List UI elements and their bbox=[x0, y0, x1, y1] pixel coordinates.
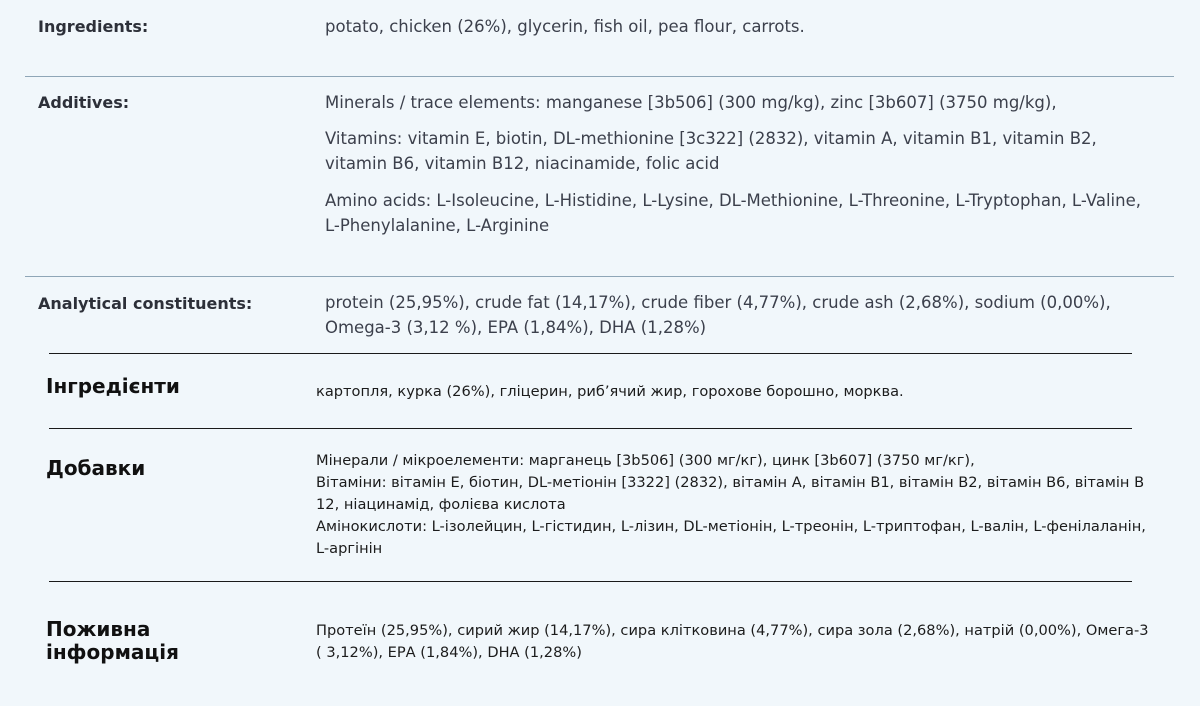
uk-additives-amino-acids-text: Амінокислоти: L-ізолейцин, L-гістидин, L-лізин, DL-метіонін, L-треонін, L-триптофан, L-валін, L-фенілаланін, L-аргінін bbox=[316, 518, 1146, 557]
uk-additives-vitamins-text: Вітаміни: вітамін Е, біотин, DL-метіонін [3322] (2832), вітамін А, вітамін В1, вітамін В2, вітамін В6, вітамін В 12, ніацинамід, фолієва кислота bbox=[316, 474, 1145, 513]
ingredients-text: potato, chicken (26%), glycerin, fish oil, pea flour, carrots. bbox=[325, 17, 805, 36]
uk-ingredients-label: Інгредієнти bbox=[46, 374, 180, 398]
divider bbox=[25, 276, 1174, 277]
analytical-constituents-label: Analytical constituents: bbox=[38, 294, 253, 313]
additives-amino-acids-text: Amino acids: L-Isoleucine, L-Histidine, L-Lysine, DL-Methionine, L-Threonine, L-Tryptophan, L-Valine, L-Phenylalanine, L-Arginine bbox=[325, 191, 1141, 235]
divider bbox=[25, 76, 1174, 77]
uk-nutrition-label bbox=[46, 618, 179, 664]
ingredients-label: Ingredients: bbox=[38, 17, 149, 36]
divider bbox=[49, 353, 1132, 354]
english-composition-section bbox=[0, 0, 1200, 350]
additives-vitamins-text: Vitamins: vitamin E, biotin, DL-methionine [3c322] (2832), vitamin A, vitamin B1, vitamin B2, vitamin B6, vitamin B12, niacinamide, folic acid bbox=[325, 129, 1097, 173]
divider bbox=[49, 428, 1132, 429]
additives-minerals-text: Minerals / trace elements: manganese [3b506] (300 mg/kg), zinc [3b607] (3750 mg/kg), bbox=[325, 93, 1057, 112]
analytical-constituents-text: protein (25,95%), crude fat (14,17%), crude fiber (4,77%), crude ash (2,68%), sodium (0,00%), Omega-3 (3,12 %), EPA (1,84%), DHA (1,28%) bbox=[325, 293, 1111, 337]
uk-nutrition-text: Протеїн (25,95%), сирий жир (14,17%), сира клітковина (4,77%), сира зола (2,68%), натрій (0,00%), Омега-3 ( 3,12%), ЕРА (1,84%), DHA (1,28%) bbox=[316, 622, 1149, 661]
uk-nutrition-label-line2: інформація bbox=[46, 640, 179, 664]
uk-ingredients-text: картопля, курка (26%), гліцерин, риб’ячий жир, горохове борошно, морква. bbox=[316, 383, 904, 400]
additives-label: Additives: bbox=[38, 93, 130, 112]
divider bbox=[49, 581, 1132, 582]
uk-additives-minerals-text: Мінерали / мікроелементи: марганець [3b506] (300 мг/кг), цинк [3b607] (3750 мг/кг), bbox=[316, 452, 975, 469]
uk-additives-label: Добавки bbox=[46, 456, 146, 480]
uk-nutrition-label-line1: Поживна bbox=[46, 617, 151, 641]
